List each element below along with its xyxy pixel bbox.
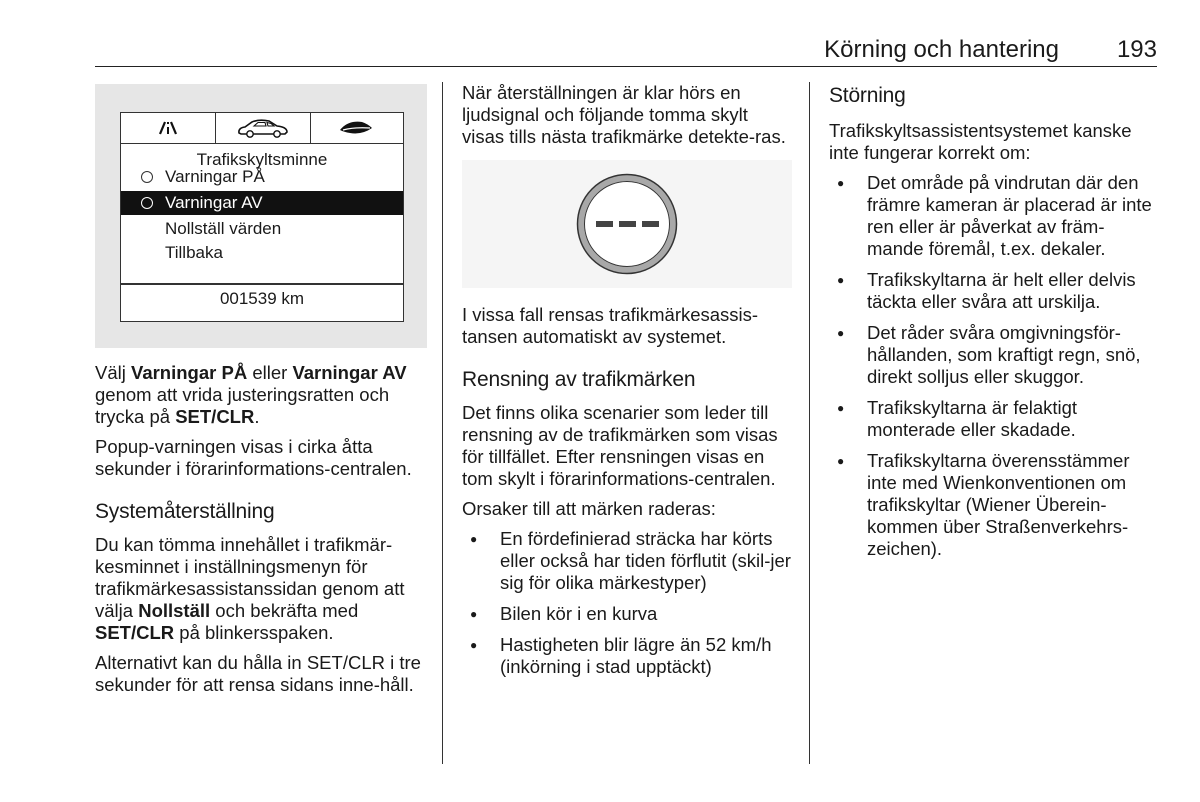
menu-item-back (121, 241, 403, 265)
car-icon (215, 113, 311, 143)
list-item: ● Bilen kör i en kurva (462, 603, 792, 625)
screen-tabs (121, 113, 403, 144)
list-item: ● Hastigheten blir lägre än 52 km/h (inkörning i stad upptäckt) (462, 634, 792, 678)
menu-item-label: Nollställ värden (165, 219, 282, 238)
list-item: ● Trafikskyltarna är helt eller delvis täckta eller svåra att urskilja. (829, 269, 1159, 313)
page-number: 193 (1116, 36, 1157, 63)
menu-item-label: Tillbaka (165, 243, 223, 262)
paragraph-popup: Popup-varningen visas i cirka åtta sekunder i förarinformations-centralen. (95, 436, 412, 479)
reasons-list (462, 528, 792, 678)
heading-clearing: Rensning av trafikmärken (462, 368, 696, 391)
empty-sign-illustration (462, 160, 792, 288)
column-divider-1 (442, 82, 443, 764)
menu-item-label: Varningar PÅ (165, 167, 265, 186)
paragraph-reasons: Orsaker till att märken raderas: (462, 498, 716, 519)
list-item: ● Trafikskyltarna överensstämmer inte med Wienkonventionen om trafikskyltar (Wiener Überein-kommen über Straßenverkehrs-zeichen). (829, 450, 1159, 560)
section-title: Körning och hantering (824, 36, 1059, 63)
menu-item-warnings-on (121, 165, 403, 189)
radio-icon (141, 171, 153, 183)
menu-item-warnings-off (121, 191, 403, 215)
paragraph-select-warnings: Välj Varningar PÅ eller Varningar AV genom att vrida justeringsratten och trycka på SET/CLR. (95, 362, 407, 427)
radio-icon (141, 197, 153, 209)
column-middle (462, 82, 792, 687)
paragraph-fault-intro: Trafikskyltsassistentsystemet kanske inte fungerar korrekt om: (829, 120, 1132, 163)
display-illustration (95, 84, 427, 348)
screen-title: Trafikskyltsminne (196, 150, 328, 169)
paragraph-reset-done: När återställningen är klar hörs en ljudsignal och följande tomma skylt visas tills nästa trafikmärke detekte-ras. (462, 82, 786, 147)
heading-fault: Störning (829, 84, 906, 107)
paragraph-scenarios: Det finns olika scenarier som leder till rensning av de trafikmärken som visas för tillfället. Efter rensningen visas en tom skylt i förarinformations-centralen. (462, 402, 778, 489)
paragraph-alternative: Alternativt kan du hålla in SET/CLR i tre sekunder för att rensa sidans inne-håll. (95, 652, 421, 695)
page-header (95, 32, 1157, 67)
menu-item-label: Varningar AV (165, 193, 263, 212)
fault-list (829, 172, 1159, 560)
paragraph-auto-clear: I vissa fall rensas trafikmärkesassis-tansen automatiskt av systemet. (462, 304, 759, 347)
column-divider-2 (809, 82, 810, 764)
road-icon (121, 113, 215, 143)
menu-item-reset-values (121, 217, 403, 241)
list-item: ● En fördefinierad sträcka har körts eller också har tiden förflutit (skil-jer sig för olika märkestyper) (462, 528, 792, 594)
list-item: ● Trafikskyltarna är felaktigt monterade eller skadade. (829, 397, 1159, 441)
odometer-readout: 001539 km (219, 289, 305, 308)
screen-divider (121, 283, 403, 285)
column-left (95, 84, 425, 704)
heading-system-reset: Systemåterställning (95, 500, 275, 523)
eco-leaf-icon (309, 113, 403, 143)
empty-traffic-sign-icon (575, 172, 679, 276)
list-item: ● Det råder svåra omgivningsför-hållanden, som kraftigt regn, snö, direkt solljus eller skuggor. (829, 322, 1159, 388)
paragraph-reset: Du kan tömma innehållet i trafikmär-kesminnet i inställningsmenyn för trafikmärkesassistanssidan genom att välja Nollställ och bekräfta med SET/CLR på blinkersspaken. (95, 534, 405, 643)
column-right (829, 84, 1159, 569)
driver-info-screen (120, 112, 404, 322)
list-item: ● Det område på vindrutan där den främre kameran är placerad är inte ren eller är påverkat av främ-mande föremål, t.ex. dekaler. (829, 172, 1159, 260)
